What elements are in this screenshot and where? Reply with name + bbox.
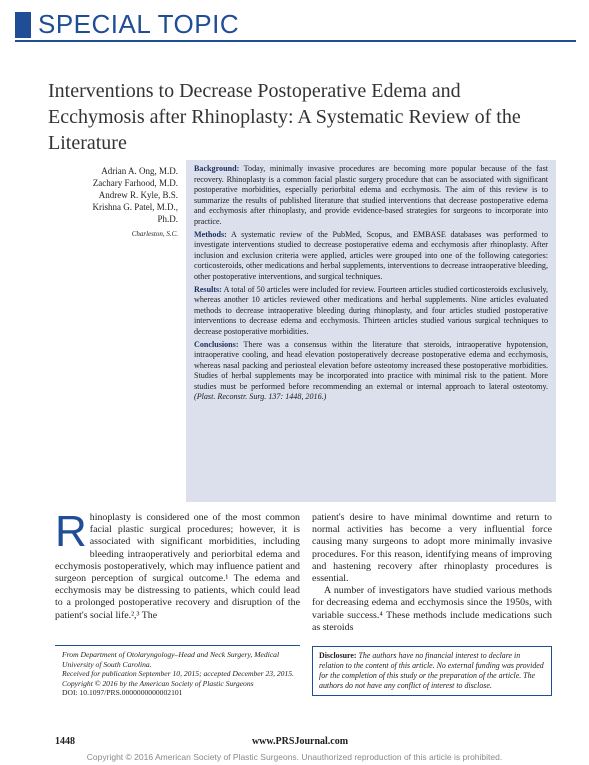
abstract-methods-heading: Methods: — [194, 229, 227, 239]
abstract-results-heading: Results: — [194, 284, 222, 294]
disclosure-text: The authors have no financial interest to declare in relation to the content of this article. No external funding was provided for the completion of this study or the preparation of the article. The authors do not have any conflict of interest to disclose. — [319, 651, 544, 690]
body-column-left — [55, 507, 300, 622]
abstract-methods-text: A systematic review of the PubMed, Scopus, and EMBASE databases was performed to investigate interventions studied to decrease postoperative edema and ecchymosis after rhinoplasty. After inclusion and exclusion criteria were applied, articles were grouped into one of the following categories: corticosteroids, other medications and herbal supplements, interventions to decrease intraoperative bleeding, other postoperative interventions, and surgical techniques. — [194, 229, 548, 281]
journal-website: www.PRSJournal.com — [251, 736, 349, 747]
footnote-received: Received for publication September 10, 2015; accepted December 23, 2015. — [62, 669, 294, 679]
abstract-conclusions-text: There was a consensus within the literature that steroids, intraoperative hypotension, intraoperative cooling, and head elevation postoperatively decrease postoperative edema and ecchymosis, whereas nasal packing and periosteal elevation before osteotomy increased these postoperative morbidities. Studies of herbal supplements may be incorporated into practice with minimal risk to the patient. More studies must be performed before recommending an external or internal approach to lateral osteotomy. — [194, 339, 548, 391]
abstract-citation: (Plast. Reconstr. Surg. 137: 1448, 2016.) — [194, 392, 327, 402]
footnote-copyright: Copyright © 2016 by the American Society of Plastic Surgeons — [62, 678, 254, 688]
footnote-rule — [55, 645, 300, 646]
abstract-methods — [194, 230, 548, 283]
abstract-results — [194, 285, 548, 338]
body-column-right — [312, 512, 552, 634]
abstract-conclusions-heading: Conclusions: — [194, 339, 239, 349]
abstract-background-heading: Background: — [194, 164, 240, 173]
footnote-block — [62, 650, 294, 698]
body-paragraph: patient's desire to have minimal downtime and return to normal activities has become a very influential force causing many surgeons to adopt more minimally invasive procedures. For this reason, identifying means of improving and hastening recovery after rhinoplasty procedures is essential. — [312, 512, 552, 585]
disclosure-heading: Disclosure: — [319, 651, 357, 660]
section-header-bar — [15, 12, 31, 38]
disclosure-box — [312, 646, 552, 696]
author-degree: Ph.D. — [157, 214, 178, 224]
header-rule — [15, 40, 576, 42]
abstract-background-text: Today, minimally invasive procedures are becoming more popular because of the fast recovery. Rhinoplasty is a common facial plastic surgery procedure that can be associated with significant postoperative morbidities, especially periorbital edema and ecchymosis. The aim of this review is to summarize the results of published literature that studied interventions that decrease postoperative edema and ecchymosis after rhinoplasty, and provide evidence-based strategies for surgeons to incorporate into practice. — [194, 164, 548, 226]
abstract-background — [194, 164, 548, 228]
article-title: Interventions to Decrease Postoperative Edema and Ecchymosis after Rhinoplasty: A Systematic Review of the Literature — [48, 80, 521, 154]
body-paragraph: A number of investigators have studied various methods for decreasing edema and ecchymosis since the 1950s, with variable success.⁴ These methods include medications such as steroids — [312, 585, 552, 633]
author-block — [30, 165, 178, 240]
body-paragraph-text: hinoplasty is considered one of the most common facial plastic surgical procedures; however, it is associated with significant morbidities, including bleeding intraoperatively and periorbital edema and ecchymosis postoperatively, which may influence patient and surgeon perception of surgical outcome.¹ The edema and ecchymosis may be distressing to patients, which could lead to a prolonged postoperative recovery and disruption of the patient's social life.²,³ The — [55, 512, 300, 621]
author-name: Andrew R. Kyle, B.S. — [98, 190, 178, 200]
page-number: 1448 — [55, 736, 75, 747]
section-header-label: SPECIAL TOPIC — [38, 9, 240, 39]
abstract-conclusions — [194, 340, 548, 404]
body-paragraph — [55, 507, 300, 622]
author-name: Zachary Farhood, M.D. — [92, 178, 178, 188]
copyright-notice: Copyright © 2016 American Society of Plastic Surgeons. Unauthorized reproduction of this article is prohibited. — [86, 752, 503, 762]
author-location: Charleston, S.C. — [131, 230, 178, 238]
abstract-results-text: A total of 50 articles were included for review. Fourteen articles studied corticosteroids exclusively, whereas another 10 articles reviewed other medications and herbal supplements. Nine articles evaluated methods to decrease intraoperative bleeding during rhinoplasty, and four articles studied postoperative interventions to decrease edema and ecchymosis. Thirteen articles studied various surgical techniques to decrease postoperative morbidities. — [194, 284, 548, 336]
author-name: Adrian A. Ong, M.D. — [101, 166, 178, 176]
footnote-doi: DOI: 10.1097/PRS.0000000000002101 — [62, 688, 183, 698]
footnote-affiliation: From Department of Otolaryngology–Head and Neck Surgery, Medical University of South Carolina. — [62, 650, 280, 669]
drop-cap: R — [55, 507, 87, 556]
author-name: Krishna G. Patel, M.D., — [92, 202, 178, 212]
abstract-box — [186, 160, 556, 502]
